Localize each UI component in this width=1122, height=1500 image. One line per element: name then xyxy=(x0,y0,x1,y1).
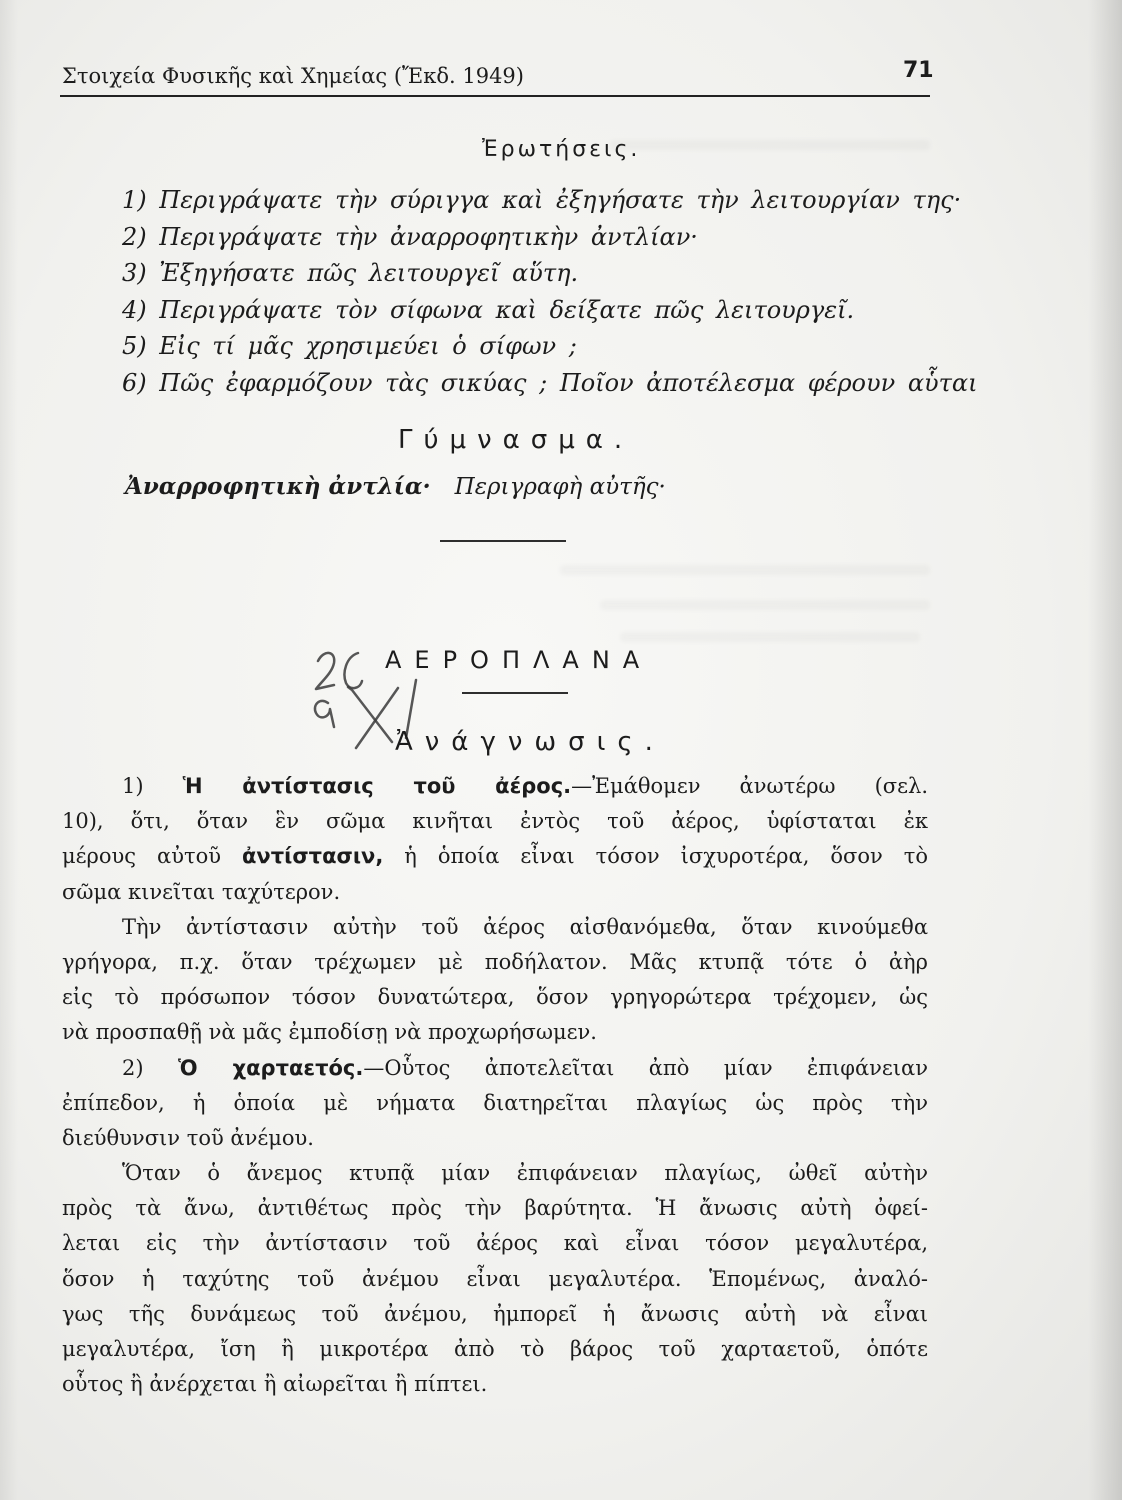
questions-heading: Ἐρωτήσεις. xyxy=(482,137,641,162)
chapter-title: ΑΕΡΟΠΛΑΝΑ xyxy=(385,646,653,674)
text-line xyxy=(62,839,928,874)
exercise-line xyxy=(125,472,666,502)
show-through-shadow xyxy=(620,632,920,642)
text-line: διεύθυνσιν τοῦ ἀνέμου. xyxy=(62,1125,314,1150)
question-item: 5) Εἰς τί μᾶς χρησιμεύει ὁ σίφων ; xyxy=(122,332,577,361)
page-number: 71 xyxy=(903,58,934,83)
show-through-shadow xyxy=(560,565,930,575)
text-line: μεγαλυτέρα, ἴση ἢ μικροτέρα ἀπὸ τὸ βάρος τοῦ χαρταετοῦ, ὁπότε xyxy=(62,1337,928,1361)
pen-stroke xyxy=(315,701,334,727)
show-through-shadow xyxy=(600,600,930,610)
line-text: μέρους αὐτοῦ xyxy=(62,844,242,869)
show-through-shadow xyxy=(610,140,930,150)
text-line xyxy=(62,769,928,804)
line-text: —Οὗτος ἀποτελεῖται ἀπὸ μίαν ἐπιφάνειαν xyxy=(363,1055,928,1080)
header-rule xyxy=(60,95,930,97)
bold-term: ἀντίστασιν, xyxy=(242,844,384,869)
text-line xyxy=(62,1051,928,1086)
paragraph xyxy=(62,1156,928,1402)
text-line: λεται εἰς τὴν ἀντίστασιν τοῦ ἀέρος καὶ εἶναι τόσον μεγαλυτέρα, xyxy=(62,1231,928,1256)
question-item: 4) Περιγράψατε τὸν σίφωνα καὶ δείξατε πῶς λειτουργεῖ. xyxy=(122,295,855,324)
text-line: σῶμα κινεῖται ταχύτερον. xyxy=(62,879,341,904)
text-line: νὰ προσπαθῇ νὰ μᾶς ἐμποδίσῃ νὰ προχωρήσωμεν. xyxy=(62,1020,597,1045)
text-line: Τὴν ἀντίστασιν αὐτὴν τοῦ ἀέρος αἰσθανόμεθα, ὅταν κινούμεθα xyxy=(122,914,928,939)
question-item: 6) Πῶς ἐφαρμόζουν τὰς σικύας ; Ποῖον ἀποτέλεσμα φέρουν αὗται xyxy=(122,368,978,397)
reading-text xyxy=(62,769,928,1402)
question-item: 3) Ἐξηγήσατε πῶς λειτουργεῖ αὕτη. xyxy=(122,259,579,288)
question-item: 1) Περιγράψατε τὴν σύριγγα καὶ ἐξηγήσατε τὴν λειτουργίαν της· xyxy=(122,186,962,214)
text-line: γως τῆς δυνάμεως τοῦ ἀνέμου, ἠμπορεῖ ἡ ἄνωσις αὐτὴ νὰ εἶναι xyxy=(62,1301,928,1326)
text-line: εἰς τὸ πρόσωπον τόσον δυνατώτερα, ὅσον γρηγορώτερα τρέχομεν, ὡς xyxy=(62,985,928,1010)
line-text: —Ἐμάθομεν ἀνωτέρω (σελ. xyxy=(571,774,928,798)
paragraph xyxy=(62,1051,928,1157)
pen-stroke xyxy=(356,688,398,748)
text-line: 10), ὅτι, ὅταν ἓν σῶμα κινῆται ἐντὸς τοῦ ἀέρος, ὑφίσταται ἐκ xyxy=(62,809,928,834)
text-line: γρήγορα, π.χ. ὅταν τρέχωμεν μὲ ποδήλατον. Μᾶς κτυπᾷ τότε ὁ ἀὴρ xyxy=(62,949,928,974)
paragraph xyxy=(62,910,928,1051)
text-line: πρὸς τὰ ἄνω, ἀντιθέτως πρὸς τὴν βαρύτητα. Ἡ ἄνωσις αὐτὴ ὀφεί- xyxy=(62,1196,928,1221)
text-line: ὅσον ἡ ταχύτης τοῦ ἀνέμου εἶναι μεγαλυτέρα. Ἑπομένως, ἀναλό- xyxy=(62,1266,928,1291)
questions-list xyxy=(122,182,978,402)
running-title: Στοιχεία Φυσικῆς καὶ Χημείας (Ἔκδ. 1949) xyxy=(62,64,524,88)
pen-stroke xyxy=(345,653,363,688)
bold-term: Ἡ ἀντίστασις τοῦ ἀέρος. xyxy=(182,774,572,798)
question-item: 2) Περιγράψατε τὴν ἀναρροφητικὴν ἀντλίαν· xyxy=(122,222,698,251)
pen-stroke xyxy=(348,687,392,742)
line-text: ἡ ὁποία εἶναι τόσον ἰσχυροτέρα, ὅσον τὸ xyxy=(383,844,928,869)
exercise-heading: Γύμνασμα. xyxy=(398,425,634,455)
text-line: ἐπίπεδον, ἡ ὁποία μὲ νήματα διατηρεῖται πλαγίως ὡς πρὸς τὴν xyxy=(62,1090,928,1115)
text-line: Ὅταν ὁ ἄνεμος κτυπᾷ μίαν ἐπιφάνειαν πλαγίως, ὠθεῖ αὐτὴν xyxy=(122,1161,928,1186)
section-heading: Ἀνάγνωσις. xyxy=(395,727,665,757)
pen-stroke xyxy=(316,653,334,689)
exercise-text: Περιγραφὴ αὐτῆς· xyxy=(454,474,666,500)
text-line: οὗτος ἢ ἀνέρχεται ἢ αἰωρεῖται ἢ πίπτει. xyxy=(62,1372,488,1397)
item-number: 1) xyxy=(122,774,183,798)
item-number: 2) xyxy=(122,1055,178,1080)
paragraph xyxy=(62,769,928,910)
exercise-title: Ἀναρροφητικὴ ἀντλία· xyxy=(125,473,431,500)
bold-term: Ὁ χαρταετός. xyxy=(177,1055,364,1080)
chapter-title-rule xyxy=(462,692,568,694)
section-divider xyxy=(440,540,566,542)
